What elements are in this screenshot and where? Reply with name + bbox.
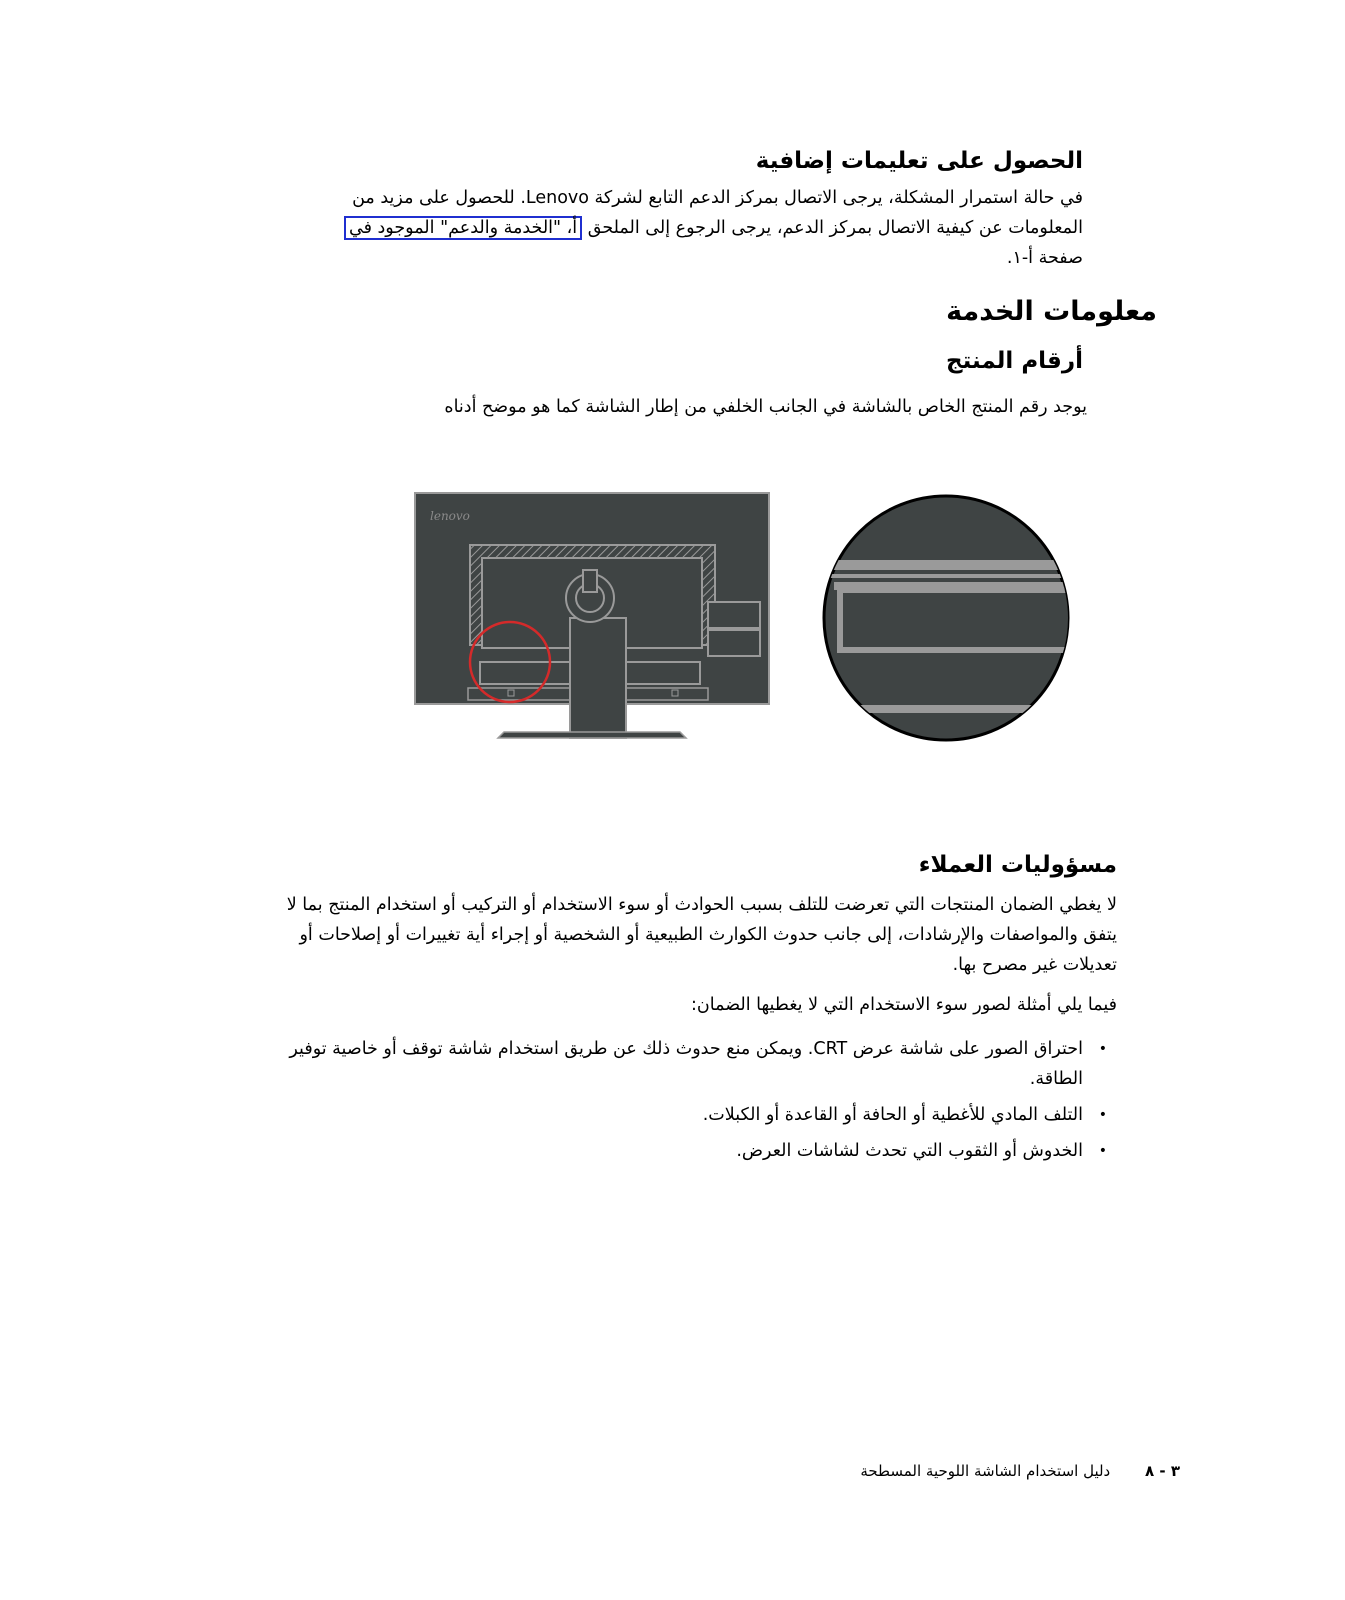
zoomed-label-illustration <box>820 496 1080 740</box>
extra-help-line-2 <box>253 213 1083 243</box>
misuse-examples-list <box>282 1034 1117 1172</box>
heading-service-info: معلومات الخدمة <box>946 296 1157 327</box>
monitor-rear-illustration <box>415 493 769 738</box>
extra-help-line-2-text: المعلومات عن كيفية الاتصال بمركز الدعم، يرجى الرجوع إلى الملحق <box>587 218 1083 238</box>
guide-title: دليل استخدام الشاشة اللوحية المسطحة <box>860 1462 1111 1480</box>
list-item: • الخدوش أو الثقوب التي تحدث لشاشات العرض. <box>282 1136 1117 1166</box>
lenovo-logo-text: lenovo <box>430 509 470 523</box>
list-item: • احتراق الصور على شاشة عرض CRT. ويمكن منع حدوث ذلك عن طريق استخدام شاشة توقف أو خاصية توفير الطاقة. <box>282 1034 1117 1094</box>
page-number: ٣ - ٨ <box>1145 1462 1180 1480</box>
monitor-back-figure <box>410 490 1090 750</box>
appendix-a-reference-link[interactable]: أ، "الخدمة والدعم" الموجود في <box>344 216 582 240</box>
extra-help-line-1: في حالة استمرار المشكلة، يرجى الاتصال بمركز الدعم التابع لشركة Lenovo. للحصول على مزيد من <box>352 188 1083 208</box>
customer-resp-paragraph-2: فيما يلي أمثلة لصور سوء الاستخدام التي لا يغطيها الضمان: <box>691 995 1117 1015</box>
list-item: • التلف المادي للأغطية أو الحافة أو القاعدة أو الكبلات. <box>282 1100 1117 1130</box>
extra-help-paragraph <box>253 183 1083 273</box>
extra-help-line-3: صفحة أ-١. <box>1006 248 1083 268</box>
heading-extra-help: الحصول على تعليمات إضافية <box>755 148 1083 174</box>
product-numbers-text: يوجد رقم المنتج الخاص بالشاشة في الجانب الخلفي من إطار الشاشة كما هو موضح أدناه <box>444 397 1087 417</box>
heading-customer-responsibilities: مسؤوليات العملاء <box>918 852 1117 878</box>
heading-product-numbers: أرقام المنتج <box>946 348 1083 374</box>
page-footer <box>840 1462 1180 1480</box>
customer-resp-paragraph-1: لا يغطي الضمان المنتجات التي تعرضت للتلف بسبب الحوادث أو سوء الاستخدام أو التركيب أو استخدام المنتج بما لا يتفق والمواصفات والإرشادات، إلى جانب حدوث الكوارث الطبيعية أو الشخصية أو إجراء أية تغييرات أو إصلاحات أو تعديلات غير مصرح بها. <box>286 895 1117 975</box>
